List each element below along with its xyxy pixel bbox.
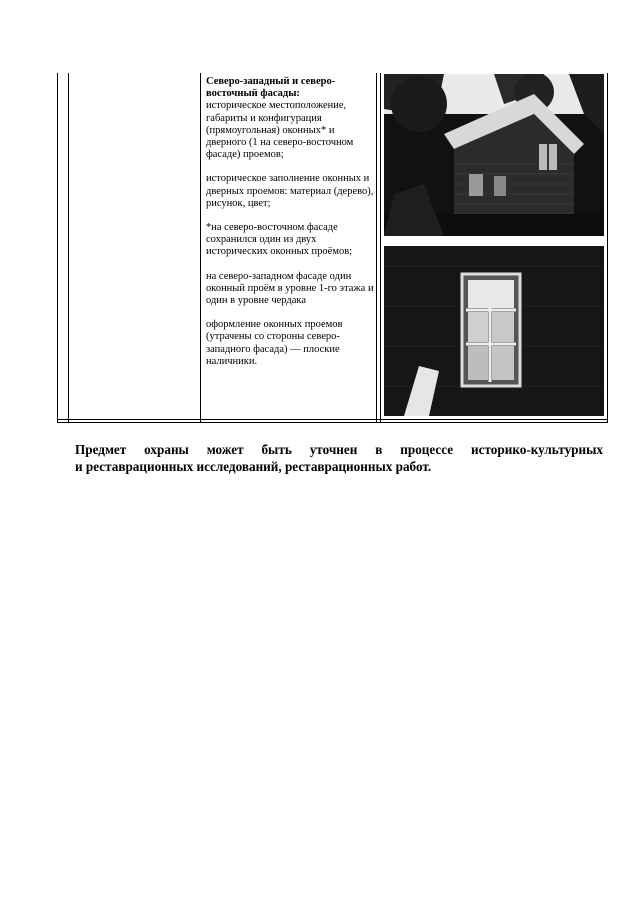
description-paragraph: на северо-западном фасаде один оконный проём в уровне 1-го этажа и один в уровне чердака [206, 270, 374, 307]
description-paragraph: *на северо-восточном фасаде сохранился один из двух исторических оконных проёмов; [206, 222, 353, 258]
description-paragraph: историческое заполнение оконных и дверных проемов: материал (дерево), рисунок, цвет; [206, 173, 374, 209]
note-line-1: Предмет охраны может быть уточнен в процессе историко-культурных [75, 442, 603, 457]
protection-note [75, 441, 603, 475]
table-column-divider [200, 73, 201, 422]
table-column-divider [376, 73, 377, 422]
house-exterior-photo [384, 74, 604, 236]
table-cell-description [206, 76, 376, 368]
description-paragraph: оформление оконных проемов (утрачены со стороны северо-западного фасада) — плоские наличники. [206, 319, 343, 367]
table-column-divider [380, 73, 381, 422]
table-column-divider [68, 73, 69, 422]
description-paragraph: историческое местоположение, габариты и конфигурация (прямоугольная) оконных* и дверного (1 на северо-восточном фасаде) проемов; [206, 100, 354, 161]
table-bottom-rule [58, 419, 607, 420]
facade-heading: Северо-западный и северо-восточный фасады: [206, 76, 336, 100]
note-line-2: и реставрационных исследований, реставрационных работ. [75, 459, 432, 474]
window-frame-photo [384, 246, 604, 416]
